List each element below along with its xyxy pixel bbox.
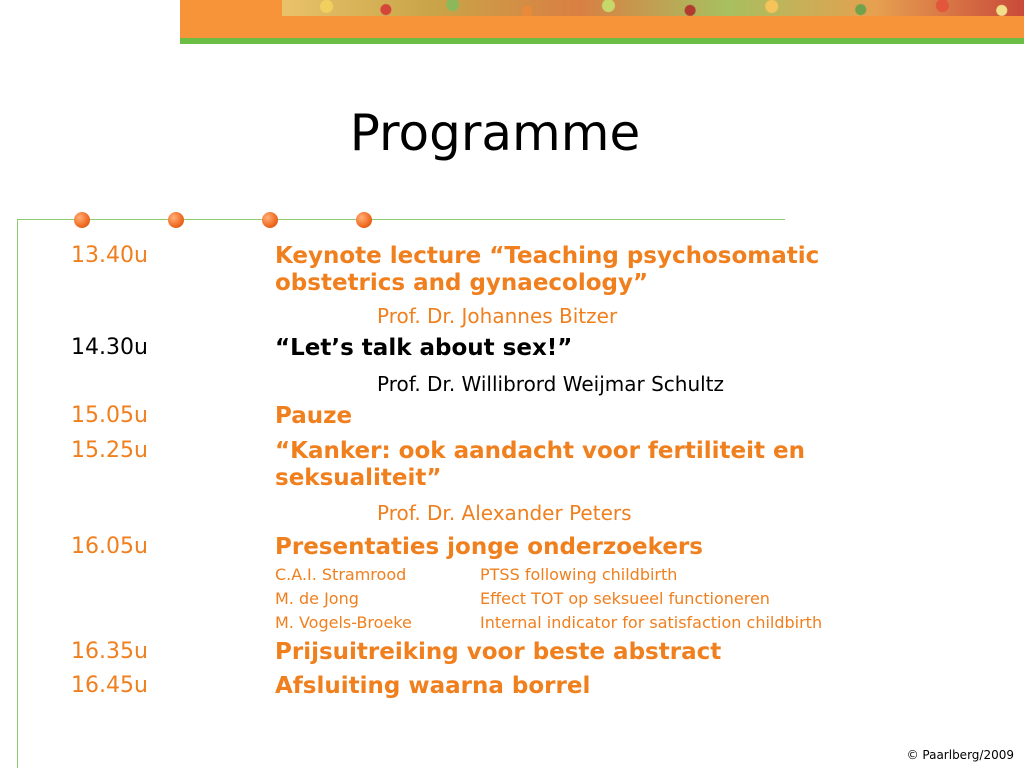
- item-title: [275, 243, 895, 297]
- horizontal-divider: [17, 219, 785, 220]
- presenter-name: M. Vogels-Broeke: [275, 613, 412, 632]
- bullet-dot-icon: [356, 212, 372, 228]
- presenter-topic: Effect TOT op seksueel functioneren: [480, 589, 770, 608]
- vertical-divider: [17, 219, 18, 768]
- presenter-name: C.A.I. Stramrood: [275, 565, 407, 584]
- item-time: 16.05u: [71, 534, 148, 559]
- item-speaker: Prof. Dr. Alexander Peters: [377, 501, 632, 525]
- copyright-footer: © Paarlberg/2009: [906, 748, 1014, 762]
- item-title: Presentaties jonge onderzoekers: [275, 534, 703, 560]
- item-time: 15.05u: [71, 403, 148, 428]
- item-title: [275, 438, 895, 492]
- item-title-line: “Kanker: ook aandacht voor fertiliteit en: [275, 438, 805, 464]
- item-time: 16.45u: [71, 673, 148, 698]
- item-time: 16.35u: [71, 639, 148, 664]
- presenter-topic: PTSS following childbirth: [480, 565, 678, 584]
- presenter-name: M. de Jong: [275, 589, 359, 608]
- item-title: Afsluiting waarna borrel: [275, 673, 591, 699]
- item-title: “Let’s talk about sex!”: [275, 335, 573, 361]
- item-time: 13.40u: [71, 243, 148, 268]
- item-title: Pauze: [275, 403, 353, 429]
- item-time: 15.25u: [71, 438, 148, 463]
- item-title-line: Keynote lecture “Teaching psychosomatic: [275, 243, 820, 269]
- presenter-topic: Internal indicator for satisfaction childbirth: [480, 613, 823, 632]
- bullet-dot-icon: [168, 212, 184, 228]
- bullet-dot-icon: [74, 212, 90, 228]
- page-title: Programme: [349, 104, 641, 162]
- item-time: 14.30u: [71, 335, 148, 360]
- item-title: Prijsuitreiking voor beste abstract: [275, 639, 722, 665]
- item-title-line: seksualiteit”: [275, 465, 442, 491]
- header-fruit-banner: [282, 0, 1024, 16]
- item-title-line: obstetrics and gynaecology”: [275, 270, 649, 296]
- bullet-dot-icon: [262, 212, 278, 228]
- item-speaker: Prof. Dr. Johannes Bitzer: [377, 304, 618, 328]
- item-speaker: Prof. Dr. Willibrord Weijmar Schultz: [377, 372, 725, 396]
